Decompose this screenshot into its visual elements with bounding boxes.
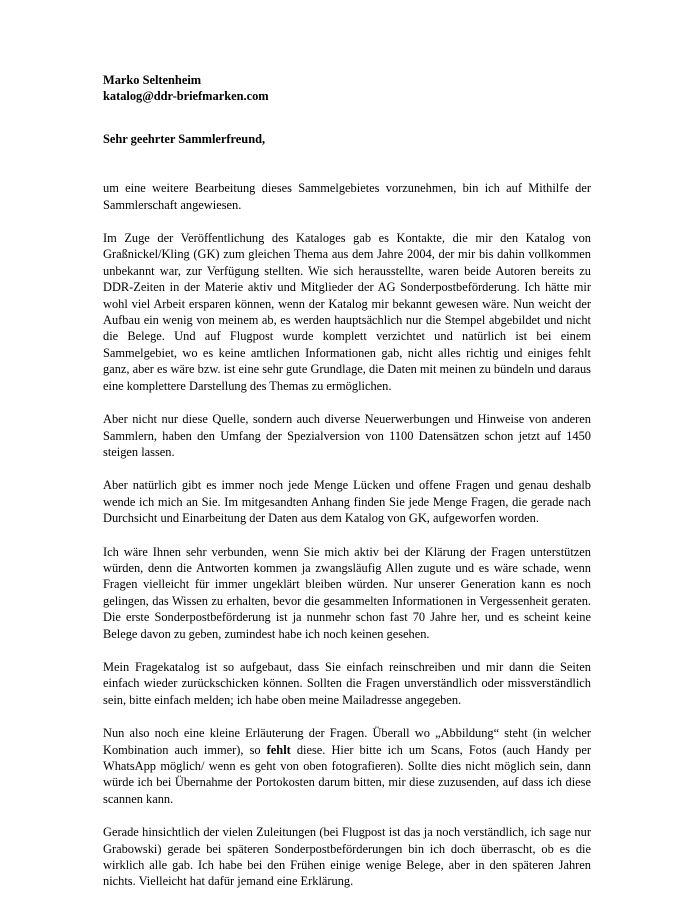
explanation-bold-word: fehlt	[266, 742, 291, 757]
letter-page	[103, 72, 591, 890]
paragraph-feeder-routes: Gerade hinsichtlich der vielen Zuleitungen (bei Flugpost ist das ja noch verständlich, ich sage nur Grabowski) gerade bei späteren Sonderpostbeförderungen bin ich doch überrascht, ob es die wirklich alle gab. Ich habe bei den Frühen einige wenige Belege, aber in den späteren Jahren nichts. Vielleicht hat dafür jemand eine Erklärung.	[103, 825, 591, 889]
sender-email: katalog@ddr-briefmarken.com	[103, 89, 269, 104]
sender-name: Marko Seltenheim	[103, 73, 202, 87]
explanation-text-end: diese. Hier bitte ich um Scans, Fotos (auch Handy per WhatsApp möglich/ wenn es geht von oben fotografieren). Sollte dies nicht möglich sein, dann würde ich bei Übernahme der Portokosten darum bitten, mir diese zuzusenden, auf dass ich diese scannen kann.	[103, 742, 591, 806]
paragraph-question-catalog: Mein Fragekatalog ist so aufgebaut, dass Sie einfach reinschreiben und mir dann die Seiten einfach wieder zurückschicken können. Sollten die Fragen unverständlich oder missverständlich sein, bitte einfach melden; ich habe oben meine Mailadresse angegeben.	[103, 659, 591, 707]
paragraph-catalog-contacts: Im Zuge der Veröffentlichung des Kataloges gab es Kontakte, die mir den Katalog von Graßnickel/Kling (GK) zum gleichen Thema aus dem Jahre 2004, der mir bis dahin vollkommen unbekannt war, zur Verfügung stellten. Wie sich herausstellte, waren beide Autoren bereits zu DDR-Zeiten in der Materie aktiv und Mitglieder der AG Sonderpostbeförderung. Ich hätte mir wohl viel Arbeit ersparen können, wenn der Katalog mir bekannt gewesen wäre. Nun weicht der Aufbau ein wenig von meinem ab, es werden hauptsächlich nur die Stempel abgebildet und nicht die Belege. Und auf Flugpost wurde komplett verzichtet und natürlich ist bei einem Sammelgebiet, wo es keine amtlichen Informationen gab, nicht alles richtig und einiges fehlt ganz, aber es wäre bzw. ist eine sehr gute Grundlage, die Daten mit meinen zu bündeln und daraus eine komplettere Darstellung des Themas zu ermöglichen.	[103, 231, 591, 393]
paragraph-intro: um eine weitere Bearbeitung dieses Sammelgebietes vorzunehmen, bin ich auf Mithilfe der Sammlerschaft angewiesen.	[103, 181, 591, 212]
paragraph-open-questions: Aber natürlich gibt es immer noch jede Menge Lücken und offene Fragen und genau deshalb wende ich mich an Sie. Im mitgesandten Anhang finden Sie jede Menge Fragen, die gerade nach Durchsicht und Einarbeitung der Daten aus dem Katalog von GK, aufgeworfen worden.	[103, 478, 591, 526]
explanation-text-start: Nun also noch eine kleine Erläuterung der Fragen. Überall wo „Abbildung“ steht (in welcher Kombination auch immer), so	[103, 726, 591, 757]
paragraph-explanation	[103, 725, 591, 807]
salutation: Sehr geehrter Sammlerfreund,	[103, 131, 266, 146]
paragraph-new-sources: Aber nicht nur diese Quelle, sondern auch diverse Neuerwerbungen und Hinweise von anderen Sammlern, haben den Umfang der Spezialversion von 1100 Datensätzen schon jetzt auf 1450 steigen lassen.	[103, 412, 591, 459]
paragraph-request-support: Ich wäre Ihnen sehr verbunden, wenn Sie mich aktiv bei der Klärung der Fragen unterstützen würden, denn die Antworten kommen ja zwangsläufig Allen zugute und es wäre schade, wenn Fragen vielleicht für immer ungeklärt bleiben würden. Nur unserer Generation kann es noch gelingen, das Wissen zu erhalten, bevor die gesammelten Informationen in Vergessenheit geraten. Die erste Sonderpostbeförderung ist ja nunmehr schon fast 70 Jahre her, und es scheint keine Belege davon zu geben, zumindest habe ich noch keinen gesehen.	[103, 544, 591, 641]
